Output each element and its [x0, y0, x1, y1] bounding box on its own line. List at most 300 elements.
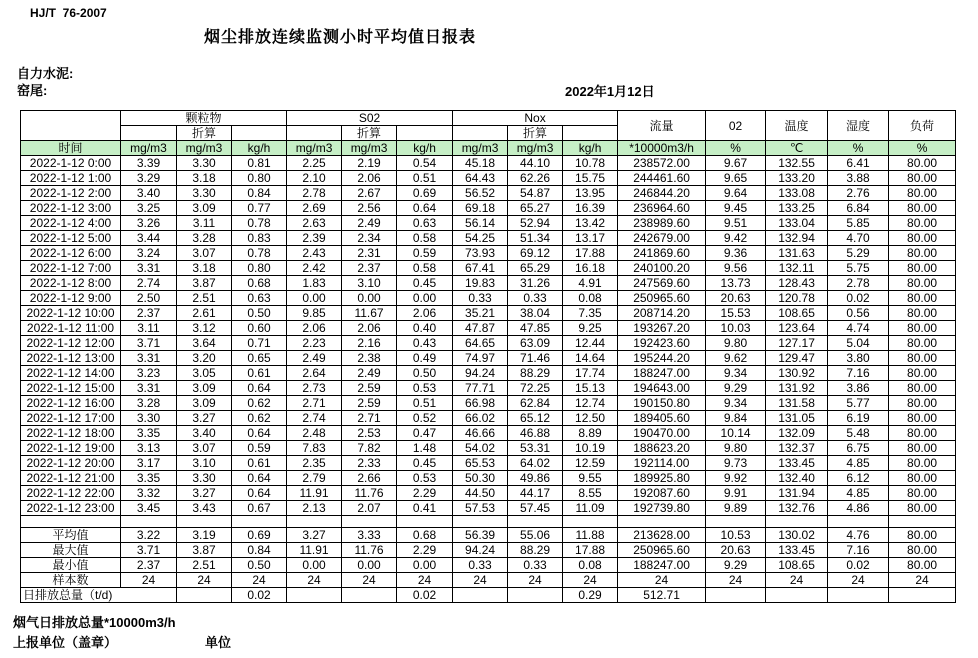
- value-cell: 62.26: [508, 171, 563, 186]
- standard-code: HJ/T 76-2007: [30, 6, 107, 20]
- unit-cell: mg/m3: [342, 141, 397, 156]
- value-cell: 3.18: [177, 171, 232, 186]
- value-cell: 0.49: [397, 351, 453, 366]
- value-cell: 2.61: [177, 306, 232, 321]
- value-cell: 132.94: [766, 231, 828, 246]
- value-cell: 9.34: [706, 396, 766, 411]
- value-cell: 17.88: [563, 246, 618, 261]
- humidity-header: 湿度: [828, 111, 889, 141]
- summary-label: 最小值: [21, 558, 121, 573]
- value-cell: 9.65: [706, 171, 766, 186]
- value-cell: 4.91: [563, 276, 618, 291]
- value-cell: 24: [453, 573, 508, 588]
- value-cell: 0.64: [232, 486, 287, 501]
- cell: [397, 516, 453, 528]
- value-cell: 72.25: [508, 381, 563, 396]
- value-cell: 2.78: [287, 186, 342, 201]
- value-cell: 133.45: [766, 456, 828, 471]
- hour-row: [21, 246, 956, 261]
- value-cell: 3.20: [177, 351, 232, 366]
- value-cell: 0.61: [232, 366, 287, 381]
- cell: [618, 516, 706, 528]
- value-cell: 240100.20: [618, 261, 706, 276]
- value-cell: 2.31: [342, 246, 397, 261]
- value-cell: 0.60: [232, 321, 287, 336]
- value-cell: 2.37: [121, 558, 177, 573]
- time-cell: 2022-1-12 12:00: [21, 336, 121, 351]
- pm-converted-header: 折算: [177, 126, 232, 141]
- value-cell: 0.63: [232, 291, 287, 306]
- value-cell: 2.79: [287, 471, 342, 486]
- value-cell: [766, 588, 828, 603]
- cell: [453, 516, 508, 528]
- value-cell: 24: [232, 573, 287, 588]
- time-cell: 2022-1-12 14:00: [21, 366, 121, 381]
- value-cell: 238989.60: [618, 216, 706, 231]
- value-cell: 8.55: [563, 486, 618, 501]
- time-cell: 2022-1-12 15:00: [21, 381, 121, 396]
- unit-cell: ℃: [766, 141, 828, 156]
- value-cell: 3.10: [342, 276, 397, 291]
- value-cell: 0.69: [232, 528, 287, 543]
- value-cell: 0.53: [397, 471, 453, 486]
- value-cell: 0.71: [232, 336, 287, 351]
- value-cell: 80.00: [889, 456, 956, 471]
- time-header-spacer: [21, 111, 121, 141]
- value-cell: 0.58: [397, 231, 453, 246]
- value-cell: 15.75: [563, 171, 618, 186]
- spacer-row: [21, 516, 956, 528]
- unit-cell: %: [828, 141, 889, 156]
- value-cell: 80.00: [889, 171, 956, 186]
- value-cell: 130.02: [766, 528, 828, 543]
- value-cell: 0.62: [232, 396, 287, 411]
- value-cell: 5.77: [828, 396, 889, 411]
- value-cell: 512.71: [618, 588, 706, 603]
- value-cell: 2.73: [287, 381, 342, 396]
- value-cell: 2.59: [342, 396, 397, 411]
- value-cell: [889, 588, 956, 603]
- value-cell: 80.00: [889, 441, 956, 456]
- value-cell: 0.64: [232, 426, 287, 441]
- value-cell: 9.25: [563, 321, 618, 336]
- value-cell: 6.41: [828, 156, 889, 171]
- value-cell: 0.08: [563, 558, 618, 573]
- value-cell: 3.44: [121, 231, 177, 246]
- value-cell: 3.18: [177, 261, 232, 276]
- monitoring-table: [20, 110, 956, 603]
- value-cell: 80.00: [889, 543, 956, 558]
- value-cell: 3.27: [177, 486, 232, 501]
- value-cell: 0.00: [342, 558, 397, 573]
- value-cell: 108.65: [766, 558, 828, 573]
- so2-group-header: S02: [287, 111, 453, 126]
- value-cell: 80.00: [889, 426, 956, 441]
- value-cell: 24: [889, 573, 956, 588]
- value-cell: 24: [177, 573, 232, 588]
- value-cell: 0.64: [232, 471, 287, 486]
- time-cell: 2022-1-12 5:00: [21, 231, 121, 246]
- value-cell: 3.28: [121, 396, 177, 411]
- value-cell: 2.76: [828, 186, 889, 201]
- value-cell: 246844.20: [618, 186, 706, 201]
- cell: [287, 516, 342, 528]
- value-cell: 131.92: [766, 381, 828, 396]
- cell: [766, 516, 828, 528]
- time-cell: 2022-1-12 9:00: [21, 291, 121, 306]
- value-cell: 190150.80: [618, 396, 706, 411]
- hour-row: [21, 441, 956, 456]
- value-cell: 0.40: [397, 321, 453, 336]
- value-cell: 2.51: [177, 291, 232, 306]
- value-cell: 132.40: [766, 471, 828, 486]
- value-cell: 20.63: [706, 543, 766, 558]
- time-cell: 2022-1-12 8:00: [21, 276, 121, 291]
- value-cell: 11.76: [342, 543, 397, 558]
- value-cell: 24: [287, 573, 342, 588]
- value-cell: 9.92: [706, 471, 766, 486]
- hour-row: [21, 306, 956, 321]
- value-cell: 62.84: [508, 396, 563, 411]
- value-cell: 64.02: [508, 456, 563, 471]
- value-cell: 47.87: [453, 321, 508, 336]
- value-cell: 49.86: [508, 471, 563, 486]
- value-cell: 13.95: [563, 186, 618, 201]
- cell: [21, 516, 121, 528]
- value-cell: 80.00: [889, 156, 956, 171]
- hour-row: [21, 261, 956, 276]
- value-cell: 2.06: [397, 306, 453, 321]
- time-cell: 2022-1-12 2:00: [21, 186, 121, 201]
- value-cell: 66.98: [453, 396, 508, 411]
- value-cell: 2.16: [342, 336, 397, 351]
- value-cell: 0.59: [397, 246, 453, 261]
- summary-label: 平均值: [21, 528, 121, 543]
- value-cell: 9.45: [706, 201, 766, 216]
- value-cell: 3.05: [177, 366, 232, 381]
- value-cell: 44.10: [508, 156, 563, 171]
- time-cell: 2022-1-12 13:00: [21, 351, 121, 366]
- value-cell: 193267.20: [618, 321, 706, 336]
- value-cell: 7.35: [563, 306, 618, 321]
- value-cell: 127.17: [766, 336, 828, 351]
- value-cell: 0.68: [232, 276, 287, 291]
- value-cell: 10.78: [563, 156, 618, 171]
- value-cell: 12.50: [563, 411, 618, 426]
- value-cell: 0.33: [508, 558, 563, 573]
- value-cell: 4.85: [828, 486, 889, 501]
- reporting-unit-label: 上报单位（盖章）: [13, 635, 118, 650]
- value-cell: 54.87: [508, 186, 563, 201]
- value-cell: 213628.00: [618, 528, 706, 543]
- value-cell: 0.83: [232, 231, 287, 246]
- value-cell: 9.80: [706, 336, 766, 351]
- value-cell: 236964.60: [618, 201, 706, 216]
- value-cell: 188247.00: [618, 558, 706, 573]
- value-cell: 242679.00: [618, 231, 706, 246]
- value-cell: 128.43: [766, 276, 828, 291]
- value-cell: 0.68: [397, 528, 453, 543]
- value-cell: 67.41: [453, 261, 508, 276]
- value-cell: 6.84: [828, 201, 889, 216]
- cell: [397, 126, 453, 141]
- value-cell: 3.25: [121, 201, 177, 216]
- value-cell: 65.12: [508, 411, 563, 426]
- value-cell: 2.43: [287, 246, 342, 261]
- value-cell: 24: [828, 573, 889, 588]
- value-cell: 0.02: [828, 558, 889, 573]
- cell: [121, 126, 177, 141]
- value-cell: 80.00: [889, 351, 956, 366]
- value-cell: 0.00: [287, 291, 342, 306]
- value-cell: 250965.60: [618, 543, 706, 558]
- value-cell: 9.29: [706, 381, 766, 396]
- value-cell: 0.84: [232, 543, 287, 558]
- value-cell: 2.06: [342, 321, 397, 336]
- value-cell: 7.83: [287, 441, 342, 456]
- value-cell: 0.63: [397, 216, 453, 231]
- value-cell: 12.74: [563, 396, 618, 411]
- value-cell: 56.39: [453, 528, 508, 543]
- value-cell: 3.07: [177, 441, 232, 456]
- temperature-header: 温度: [766, 111, 828, 141]
- unit-cell: %: [706, 141, 766, 156]
- value-cell: 3.09: [177, 201, 232, 216]
- value-cell: 0.78: [232, 246, 287, 261]
- value-cell: 3.35: [121, 471, 177, 486]
- value-cell: 0.77: [232, 201, 287, 216]
- value-cell: 2.34: [342, 231, 397, 246]
- value-cell: 7.82: [342, 441, 397, 456]
- value-cell: 0.50: [397, 366, 453, 381]
- value-cell: 192087.60: [618, 486, 706, 501]
- value-cell: 2.53: [342, 426, 397, 441]
- daily-total-label: 日排放总量（t/d): [21, 588, 177, 603]
- hour-row: [21, 456, 956, 471]
- value-cell: 77.71: [453, 381, 508, 396]
- unit-cell: mg/m3: [287, 141, 342, 156]
- value-cell: 0.56: [828, 306, 889, 321]
- value-cell: 2.42: [287, 261, 342, 276]
- value-cell: 192423.60: [618, 336, 706, 351]
- value-cell: 10.14: [706, 426, 766, 441]
- value-cell: 2.29: [397, 543, 453, 558]
- hour-row: [21, 381, 956, 396]
- time-cell: 2022-1-12 18:00: [21, 426, 121, 441]
- value-cell: 0.47: [397, 426, 453, 441]
- value-cell: 2.50: [121, 291, 177, 306]
- value-cell: 3.31: [121, 381, 177, 396]
- value-cell: 3.07: [177, 246, 232, 261]
- value-cell: 80.00: [889, 336, 956, 351]
- value-cell: 192739.80: [618, 501, 706, 516]
- hour-row: [21, 411, 956, 426]
- summary-row: [21, 558, 956, 573]
- value-cell: 2.63: [287, 216, 342, 231]
- value-cell: 12.44: [563, 336, 618, 351]
- value-cell: 3.30: [121, 411, 177, 426]
- value-cell: 0.43: [397, 336, 453, 351]
- value-cell: 0.67: [232, 501, 287, 516]
- value-cell: 2.06: [342, 171, 397, 186]
- value-cell: 2.13: [287, 501, 342, 516]
- value-cell: 3.45: [121, 501, 177, 516]
- value-cell: 1.48: [397, 441, 453, 456]
- value-cell: 2.10: [287, 171, 342, 186]
- time-header: 时间: [21, 141, 121, 156]
- value-cell: 3.27: [177, 411, 232, 426]
- value-cell: 0.45: [397, 456, 453, 471]
- hour-row: [21, 186, 956, 201]
- cell: [563, 126, 618, 141]
- value-cell: 24: [563, 573, 618, 588]
- value-cell: 46.66: [453, 426, 508, 441]
- value-cell: 2.51: [177, 558, 232, 573]
- time-cell: 2022-1-12 22:00: [21, 486, 121, 501]
- time-cell: 2022-1-12 7:00: [21, 261, 121, 276]
- hour-row: [21, 426, 956, 441]
- value-cell: 2.35: [287, 456, 342, 471]
- value-cell: 131.58: [766, 396, 828, 411]
- unit-cell: mg/m3: [121, 141, 177, 156]
- value-cell: 9.89: [706, 501, 766, 516]
- value-cell: 3.28: [177, 231, 232, 246]
- value-cell: 16.39: [563, 201, 618, 216]
- value-cell: 120.78: [766, 291, 828, 306]
- unit-cell: mg/m3: [508, 141, 563, 156]
- value-cell: 80.00: [889, 366, 956, 381]
- value-cell: 80.00: [889, 471, 956, 486]
- flue-gas-daily-total-note: 烟气日排放总量*10000m3/h: [13, 615, 176, 630]
- value-cell: 56.52: [453, 186, 508, 201]
- value-cell: 10.19: [563, 441, 618, 456]
- value-cell: 132.09: [766, 426, 828, 441]
- value-cell: 131.63: [766, 246, 828, 261]
- value-cell: 0.64: [232, 381, 287, 396]
- value-cell: 66.02: [453, 411, 508, 426]
- value-cell: 3.40: [121, 186, 177, 201]
- value-cell: 0.81: [232, 156, 287, 171]
- value-cell: 80.00: [889, 231, 956, 246]
- value-cell: 24: [706, 573, 766, 588]
- value-cell: 64.43: [453, 171, 508, 186]
- value-cell: 9.36: [706, 246, 766, 261]
- value-cell: 2.48: [287, 426, 342, 441]
- value-cell: 3.19: [177, 528, 232, 543]
- value-cell: 9.80: [706, 441, 766, 456]
- flow-header: 流量: [618, 111, 706, 141]
- value-cell: 3.27: [287, 528, 342, 543]
- value-cell: 24: [342, 573, 397, 588]
- value-cell: 10.03: [706, 321, 766, 336]
- daily-total-row: [21, 588, 956, 603]
- value-cell: 2.66: [342, 471, 397, 486]
- station-line: [17, 80, 967, 99]
- o2-header: 02: [706, 111, 766, 141]
- report-date: 2022年1月12日: [565, 84, 655, 99]
- time-cell: 2022-1-12 23:00: [21, 501, 121, 516]
- unit-cell: kg/h: [232, 141, 287, 156]
- value-cell: 0.59: [232, 441, 287, 456]
- value-cell: 247569.60: [618, 276, 706, 291]
- value-cell: 2.71: [342, 411, 397, 426]
- value-cell: 0.51: [397, 171, 453, 186]
- value-cell: 0.33: [508, 291, 563, 306]
- value-cell: 2.67: [342, 186, 397, 201]
- time-cell: 2022-1-12 10:00: [21, 306, 121, 321]
- value-cell: 241869.60: [618, 246, 706, 261]
- value-cell: 0.00: [287, 558, 342, 573]
- value-cell: 35.21: [453, 306, 508, 321]
- value-cell: 0.52: [397, 411, 453, 426]
- value-cell: 52.94: [508, 216, 563, 231]
- value-cell: 0.61: [232, 456, 287, 471]
- value-cell: [508, 588, 563, 603]
- units-header-row: [21, 141, 956, 156]
- value-cell: 0.84: [232, 186, 287, 201]
- value-cell: 44.17: [508, 486, 563, 501]
- value-cell: 133.04: [766, 216, 828, 231]
- value-cell: 17.88: [563, 543, 618, 558]
- value-cell: 3.10: [177, 456, 232, 471]
- value-cell: 15.13: [563, 381, 618, 396]
- value-cell: 13.42: [563, 216, 618, 231]
- value-cell: 0.50: [232, 306, 287, 321]
- value-cell: 45.18: [453, 156, 508, 171]
- value-cell: 9.29: [706, 558, 766, 573]
- value-cell: 55.06: [508, 528, 563, 543]
- value-cell: 7.16: [828, 543, 889, 558]
- value-cell: 3.12: [177, 321, 232, 336]
- value-cell: 11.91: [287, 486, 342, 501]
- value-cell: 0.08: [563, 291, 618, 306]
- hour-row: [21, 336, 956, 351]
- value-cell: 14.64: [563, 351, 618, 366]
- value-cell: 9.64: [706, 186, 766, 201]
- value-cell: 9.84: [706, 411, 766, 426]
- value-cell: 189925.80: [618, 471, 706, 486]
- value-cell: 46.88: [508, 426, 563, 441]
- cell: [342, 516, 397, 528]
- value-cell: 4.70: [828, 231, 889, 246]
- time-cell: 2022-1-12 21:00: [21, 471, 121, 486]
- value-cell: 0.65: [232, 351, 287, 366]
- time-cell: 2022-1-12 6:00: [21, 246, 121, 261]
- value-cell: 80.00: [889, 321, 956, 336]
- value-cell: 51.34: [508, 231, 563, 246]
- value-cell: 94.24: [453, 366, 508, 381]
- value-cell: 129.47: [766, 351, 828, 366]
- value-cell: 130.92: [766, 366, 828, 381]
- cell: [453, 126, 508, 141]
- hour-row: [21, 156, 956, 171]
- value-cell: 2.37: [121, 306, 177, 321]
- time-cell: 2022-1-12 11:00: [21, 321, 121, 336]
- value-cell: 4.74: [828, 321, 889, 336]
- hour-row: [21, 216, 956, 231]
- value-cell: 195244.20: [618, 351, 706, 366]
- time-cell: 2022-1-12 20:00: [21, 456, 121, 471]
- summary-row: [21, 543, 956, 558]
- value-cell: 0.02: [232, 588, 287, 603]
- value-cell: 5.48: [828, 426, 889, 441]
- value-cell: 2.49: [342, 216, 397, 231]
- cell: [563, 516, 618, 528]
- value-cell: 20.63: [706, 291, 766, 306]
- value-cell: 6.75: [828, 441, 889, 456]
- value-cell: 73.93: [453, 246, 508, 261]
- summary-label: 样本数: [21, 573, 121, 588]
